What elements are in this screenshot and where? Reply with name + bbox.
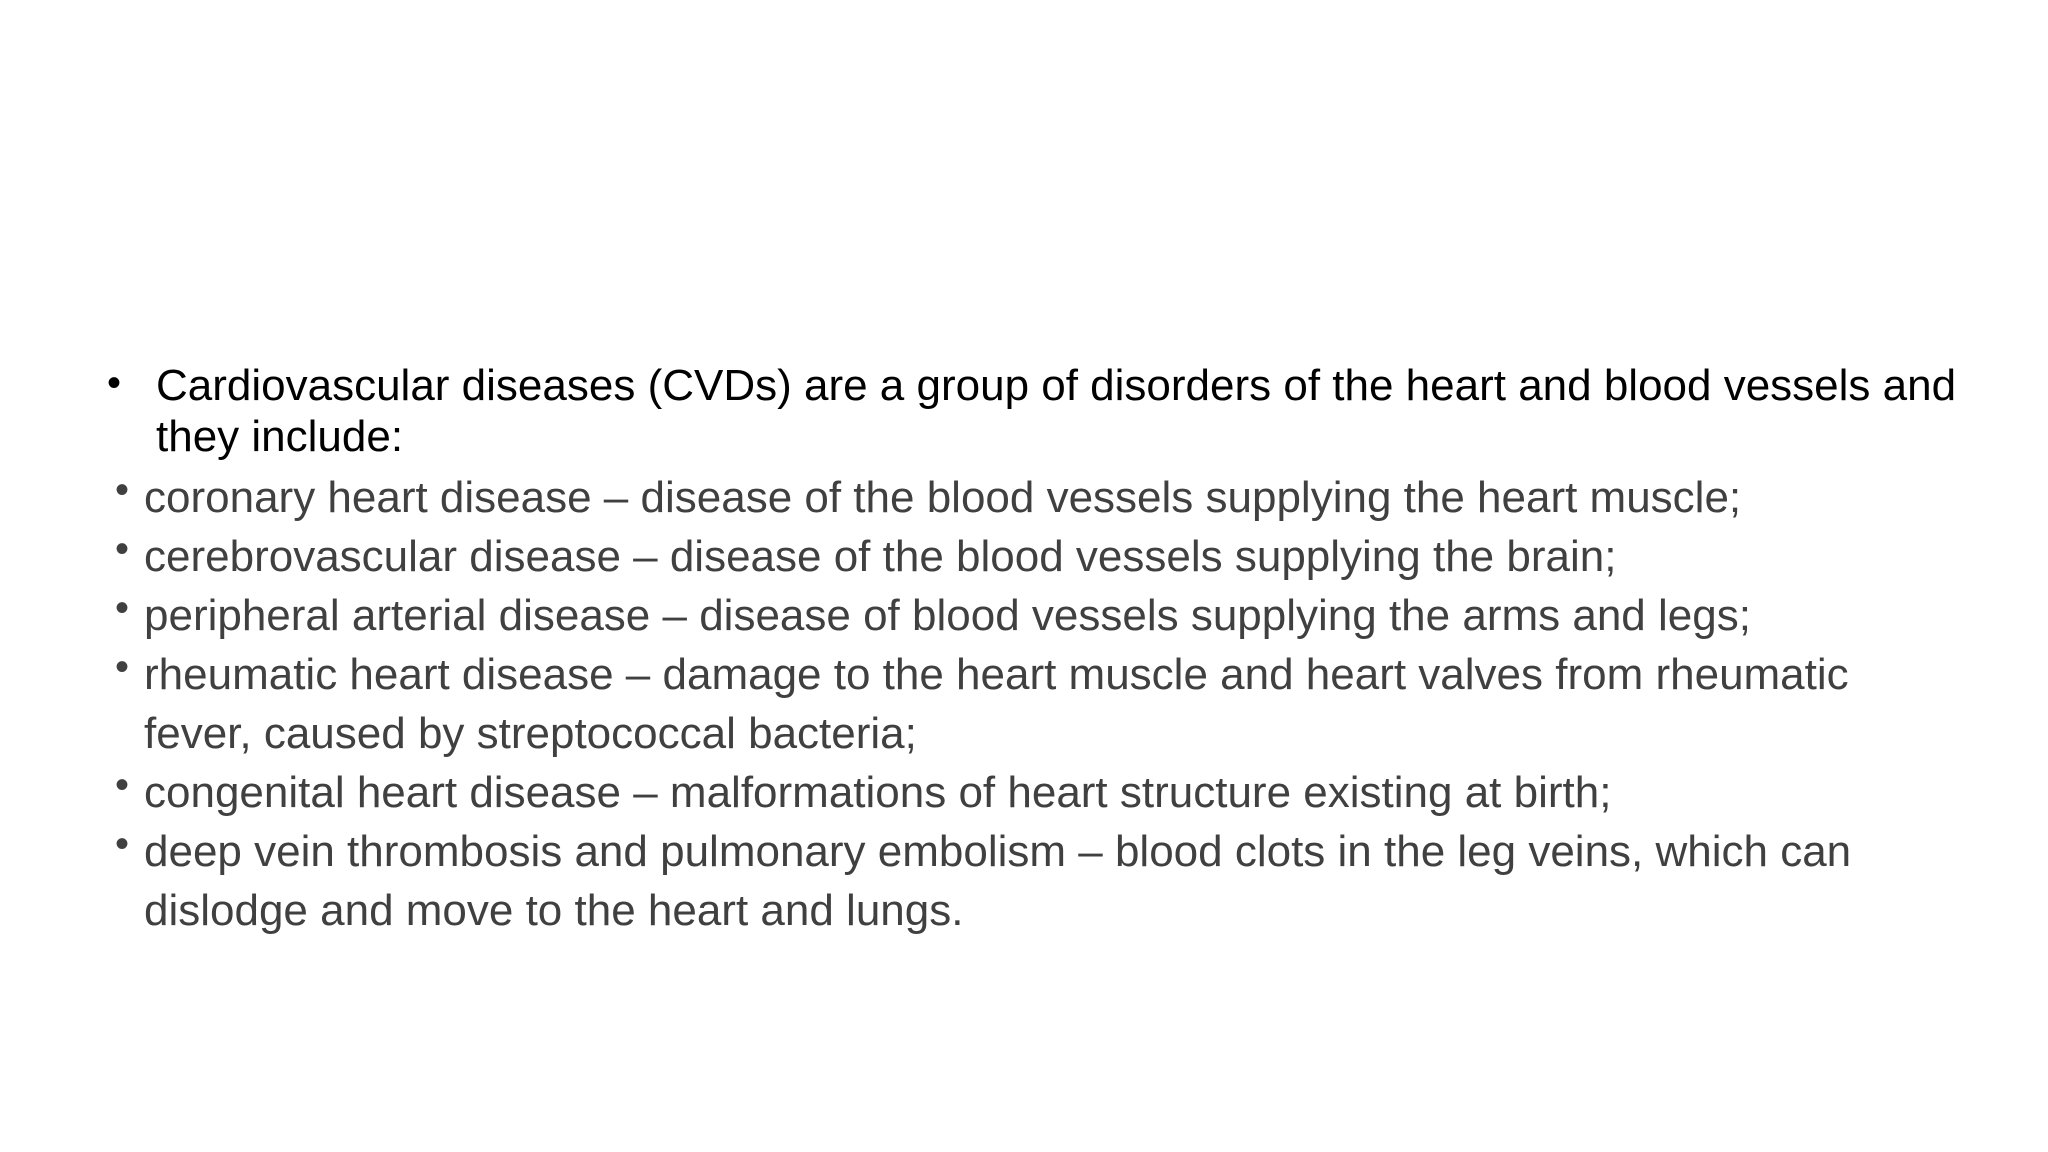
list-item-text: coronary heart disease – disease of the blood vessels supplying the heart muscle; [144,473,1742,522]
bullet-icon: • [115,763,130,807]
list-item [104,527,2044,586]
list-item [104,763,2044,822]
list-item [104,586,2044,645]
slide-content [104,360,2004,940]
bullet-icon: • [107,361,122,405]
list-item-text: cerebrovascular disease – disease of the blood vessels supplying the brain; [144,532,1617,581]
list-item-text: congenital heart disease – malformations of heart structure existing at birth; [144,768,1612,817]
list-item [104,645,1904,763]
bullet-icon: • [115,822,130,866]
list-item-text: rheumatic heart disease – damage to the heart muscle and heart valves from rheumatic fever, caused by streptococcal bacteria; [144,650,1849,758]
list-item [104,468,2044,527]
bullet-icon: • [115,468,130,512]
intro-text: Cardiovascular diseases (CVDs) are a group of disorders of the heart and blood vessels and they include: [156,361,1957,461]
list-item-text: deep vein thrombosis and pulmonary embolism – blood clots in the leg veins, which can dislodge and move to the heart and lungs. [144,827,1852,935]
list-item-text: peripheral arterial disease – disease of blood vessels supplying the arms and legs; [144,591,1751,640]
bullet-icon: • [115,586,130,630]
bullet-icon: • [115,527,130,571]
bullet-icon: • [115,645,130,689]
intro-paragraph [104,360,2004,462]
cvd-list [104,468,2004,940]
list-item [104,822,1904,940]
